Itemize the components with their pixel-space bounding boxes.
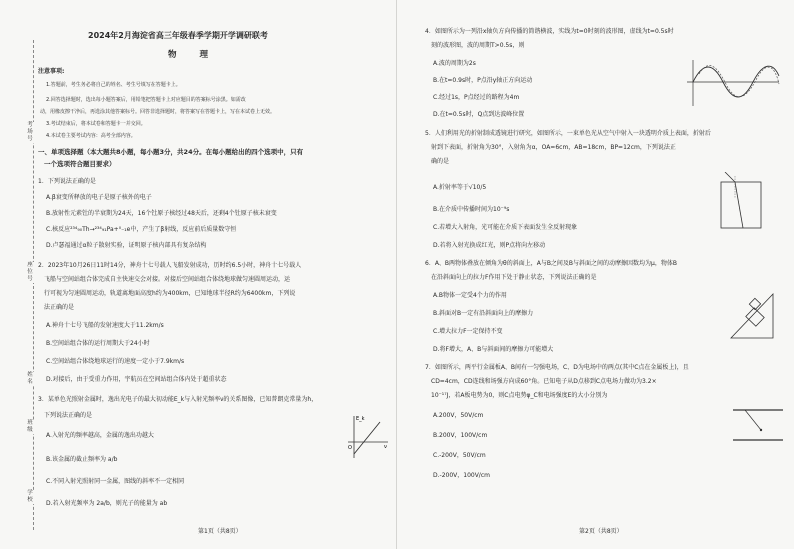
- q7-line-2: CD=4cm，CD连线和场强方向成60°角。已知电子从D点移到C点电场力做功为3.2×: [431, 378, 657, 385]
- q6-option-a: A.B物体一定受4个力的作用: [433, 292, 507, 299]
- q3-graph: [346, 412, 390, 462]
- q5-line-1: 5．人们利用光的折射制成透镜进行研究，如图所示，一束单色光从空气中射入一块透明介质上表面，折射后: [425, 130, 711, 137]
- q2-option-a: A.神舟十七号飞船的发射速度大于11.2km/s: [46, 322, 164, 329]
- q5-option-c: C.若增大入射角，光可能在介质下表面发生全反射现象: [433, 224, 578, 231]
- subject-title: 物 理: [168, 50, 218, 60]
- q3-option-a: A.入射光的频率越高，金属的逸出功越大: [46, 432, 154, 439]
- q5-refraction-figure: [715, 172, 771, 234]
- q2-line-2: 飞船与空间站组合体完成自主快速交会对接。对接后空间站组合体绕地球做匀速圆周运动，运: [44, 276, 291, 283]
- side-label-class: 班级: [27, 420, 33, 433]
- q1-option-a: A.β衰变所释放的电子是原子核外的电子: [46, 194, 152, 201]
- q3-graph-y-label: E_k: [356, 416, 365, 422]
- q2-line-3: 行可视为匀速圆周运动，轨道离地面高度h约为400km，已知地球半径R约为6400km，下列说: [44, 290, 296, 297]
- section-1-heading-b: 一个选项符合题目要求）: [44, 160, 116, 168]
- q2-option-b: B.空间站组合体的运行周期大于24小时: [46, 340, 150, 347]
- notice-2: 2.回答选择题时，选出每小题答案后，用铅笔把答题卡上对应题目的答案标号涂黑。如需改: [46, 97, 246, 103]
- q6-option-c: C.增大拉力F一定保持不变: [433, 328, 503, 335]
- q2-option-c: C.空间站组合体绕地球运行的速度一定小于7.9km/s: [46, 358, 185, 365]
- binding-line: [33, 40, 34, 530]
- q4-option-d: D.在t=0.5s时，Q点到达波峰位置: [433, 111, 525, 118]
- q7-line-3: 10⁻¹⁷J，若A板电势为0，则C点电势φ_C和电场强度E的大小分别为: [431, 392, 608, 399]
- section-1-heading: 一、单项选择题（本大题共8小题，每小题3分，共24分。在每小题给出的四个选项中，只有: [38, 148, 304, 156]
- side-label-exam-room: 考场号: [27, 122, 33, 142]
- q5-option-d: D.若将入射光换成红光，则P点将向左移动: [433, 242, 546, 249]
- q7-plates-figure: [731, 404, 787, 446]
- q3-line-2: 下列说法正确的是: [44, 412, 93, 419]
- footer-page-1: 第1页（共8页）: [198, 528, 242, 535]
- q7-option-a: A.200V，50V/cm: [433, 412, 484, 419]
- notice-3: 3.考试结束后，将本试卷和答题卡一并交回。: [46, 121, 146, 127]
- q6-line-2: 在沿斜面向上的拉力F作用下处于静止状态，下列说法正确的是: [431, 274, 597, 281]
- side-label-school: 学校: [27, 490, 33, 503]
- q3-graph-x-label: ν: [384, 444, 387, 450]
- q4-option-b: B.在t=0.9s时，P点沿y轴正方向运动: [433, 77, 533, 84]
- q4-line-1: 4．如图所示为一列沿x轴负方向传播的简谐横波，实线为t=0时刻的波形图，虚线为t=0.5s时: [425, 28, 674, 35]
- q4-option-a: A.波的周期为2s: [433, 60, 476, 67]
- q7-option-b: B.200V，100V/cm: [433, 432, 488, 439]
- q7-option-c: C.-200V，50V/cm: [433, 452, 486, 459]
- q7-option-d: D.-200V，100V/cm: [433, 472, 490, 479]
- q2-option-d: D.对接后，由于受重力作用，宇航员在空间站组合体内处于超重状态: [46, 376, 227, 383]
- q5-line-2: 射到下表面，折射角为30°，入射角为α，OA=6cm，AB=18cm，BP=12cm，下列说法正: [431, 144, 676, 151]
- notice-1: 1.答题前，考生务必将自己的姓名、考生号填写在答题卡上。: [46, 82, 181, 88]
- q6-line-1: 6．A、B两物体叠放在倾角为θ的斜面上，A与B之间及B与斜面之间的动摩擦因数均为μ，物体B: [425, 260, 677, 267]
- notice-head: 注意事项:: [38, 68, 65, 75]
- q1-option-b: B.放射性元素钍的半衰期为24天，16个钍原子核经过48天后，还剩4个钍原子核未衰变: [46, 210, 277, 217]
- q5-option-a: A.折射率等于√10/5: [433, 184, 487, 191]
- q4-line-2: 刻的波形图，波的周期T>0.5s，则: [431, 42, 525, 49]
- q4-wave-figure: [683, 56, 783, 110]
- q4-option-c: C.经过1s，P点经过的路程为4m: [433, 94, 520, 101]
- q1-stem: 1．下列说法正确的是: [38, 178, 96, 185]
- notice-2b: 动，用橡皮擦干净后，再选涂其他答案标号。回答非选择题时，将答案写在答题卡上，写在本试卷上无效。: [40, 109, 276, 115]
- q6-option-b: B.斜面对B一定有沿斜面向上的摩擦力: [433, 310, 534, 317]
- q7-line-1: 7．如图所示，两平行金属板A、B间有一匀强电场，C、D为电场中的两点(其中C点在金属板上)，且: [425, 364, 689, 371]
- page-right: [397, 0, 794, 549]
- side-label-name: 姓名: [27, 372, 33, 385]
- q3-option-d: D.若入射光频率为 2a/b，则光子的能量为 ab: [46, 500, 168, 507]
- q6-incline-figure: [727, 286, 777, 342]
- q6-option-d: D.将F增大，A、B与斜面间的摩擦力可能增大: [433, 346, 554, 353]
- q3-option-b: B.该金属的截止频率为 a/b: [46, 456, 118, 463]
- q3-option-c: C.不同入射光照射同一金属，图线的斜率不一定相同: [46, 478, 185, 485]
- exam-title: 2024年2月海淀省高三年级春季学期开学调研联考: [88, 31, 268, 40]
- q2-line-4: 法正确的是: [44, 304, 75, 311]
- q5-line-3: 确的是: [431, 158, 450, 165]
- q5-option-b: B.在介质中传播时间为10⁻⁹s: [433, 206, 510, 213]
- side-label-seat: 座位号: [27, 262, 33, 282]
- footer-page-2: 第2页（共8页）: [579, 528, 623, 535]
- q3-graph-origin: O: [348, 445, 352, 451]
- q2-line-1: 2．2023年10月26日11时14分，神舟十七号载人飞船发射成功，历时约6.5小时，神舟十七号载人: [38, 262, 302, 269]
- notice-4: 4.本试卷主要考试内容：高考全部内容。: [46, 133, 136, 139]
- q3-line-1: 3．某单色光照射金属时，逸出光电子的最大初动能E_k与入射光频率ν的关系图像，已知普朗克常量为h，: [38, 396, 318, 403]
- q1-option-c: C.核反应²³⁴₉₀Th→²³⁴₉₁Pa+⁰₋₁e中，产生了β射线，反应前后质量数守恒: [46, 226, 237, 233]
- q1-option-d: D.卢瑟福通过α粒子散射实验，证明原子核内部具有复杂结构: [46, 242, 207, 249]
